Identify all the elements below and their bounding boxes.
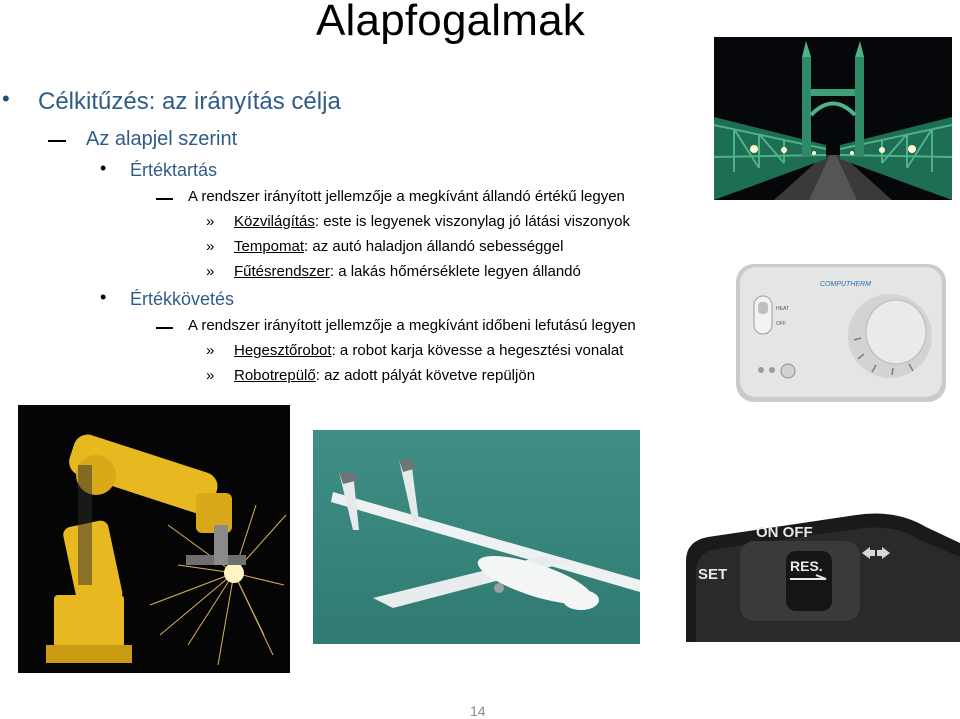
example-text: : az adott pályát követve repüljön [315,367,536,384]
bullet-icon: • [100,158,107,178]
bullet-icon: • [2,86,10,111]
definition-text: A rendszer irányított jellemzője a megkívánt állandó értékű legyen [188,188,625,205]
set-label: SET [698,566,728,583]
cruise-control-photo [656,471,960,642]
dash-bullet-icon [156,327,173,329]
raquo-bullet-icon: » [206,342,215,359]
page-number: 14 [470,703,486,719]
welding-robot-photo [18,405,290,673]
raquo-bullet-icon: » [206,263,215,280]
example-term-link[interactable]: Tempomat [234,238,305,255]
example-text: : a robot karja kövesse a hegesztési vonalat [331,342,624,359]
thermostat-photo [730,258,951,410]
thermostat-brand: COMPUTHERM [820,281,871,288]
switch-label-top: HEAT [776,306,789,312]
raquo-bullet-icon: » [206,238,215,255]
example-term-link[interactable]: Közvilágítás [234,213,315,230]
example-term-link[interactable]: Fűtésrendszer [234,263,330,280]
example-term-link[interactable]: Robotrepülő [234,367,316,384]
value-tracking-label: Értékkövetés [130,289,235,309]
level1-text: Célkitűzés: az irányítás célja [38,88,341,115]
definition-text: A rendszer irányított jellemzője a megkívánt időbeni lefutású legyen [188,317,636,334]
example-text: : a lakás hőmérséklete legyen állandó [329,263,581,280]
value-holding-label: Értéktartás [130,160,218,180]
dash-bullet-icon [156,198,173,200]
on-off-label: ON OFF [756,524,813,541]
example-term-link[interactable]: Hegesztőrobot [234,342,332,359]
raquo-bullet-icon: » [206,213,215,230]
bridge-night-photo [714,37,952,200]
res-label: RES. [790,558,823,574]
example-text: : este is legyenek viszonylag jó látási viszonyok [314,213,631,230]
uav-aircraft-photo [313,430,640,644]
level2-text: Az alapjel szerint [86,128,238,150]
bullet-icon: • [100,287,107,307]
dash-bullet-icon [48,140,66,142]
switch-label-bottom: OFF [776,321,786,327]
slide-title: Alapfogalmak [316,0,585,45]
raquo-bullet-icon: » [206,367,215,384]
example-text: : az autó haladjon állandó sebességgel [304,238,564,255]
